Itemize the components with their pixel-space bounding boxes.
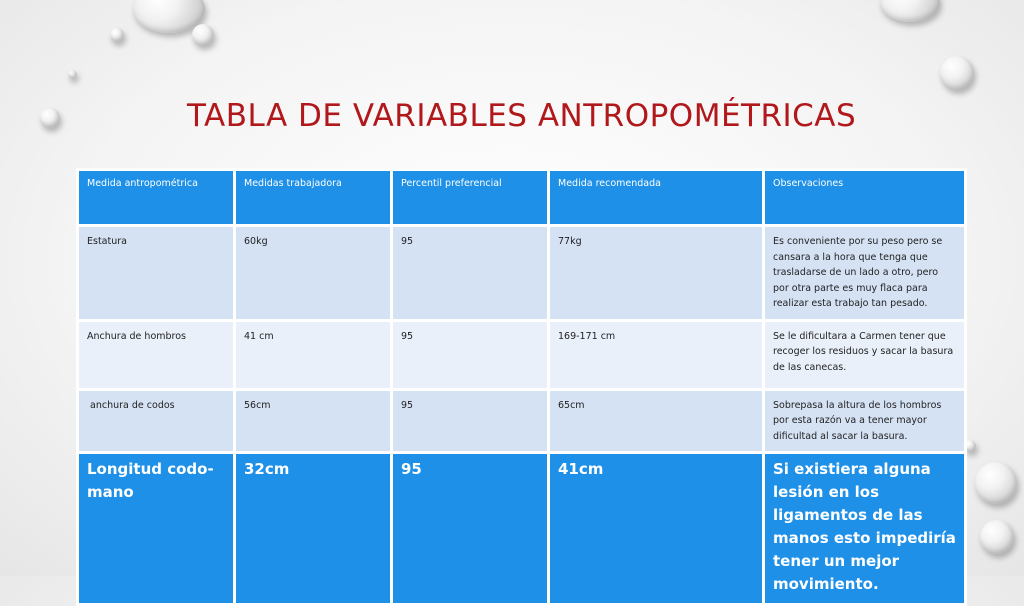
table-cell: 95	[392, 226, 549, 321]
column-header: Medida recomendada	[549, 170, 764, 226]
water-drop-decoration	[980, 520, 1014, 554]
table-cell: 65cm	[549, 389, 764, 453]
table-cell: 95	[392, 389, 549, 453]
column-header: Observaciones	[764, 170, 966, 226]
table-cell: 169-171 cm	[549, 320, 764, 389]
table-cell: Estatura	[78, 226, 235, 321]
table-cell: 95	[392, 453, 549, 605]
table-cell: Sobrepasa la altura de los hombros por esta razón va a tener mayor dificultad al sacar la basura.	[764, 389, 966, 453]
table-cell: 41 cm	[235, 320, 392, 389]
table-header-row	[78, 170, 966, 226]
column-header: Medida antropométrica	[78, 170, 235, 226]
table-cell: 56cm	[235, 389, 392, 453]
table-row-highlighted	[78, 453, 966, 605]
water-drop-decoration	[68, 70, 77, 79]
table-row	[78, 389, 966, 453]
table-cell: 95	[392, 320, 549, 389]
water-drop-decoration	[40, 108, 60, 128]
table-cell: Longitud codo-mano	[78, 453, 235, 605]
table-cell: anchura de codos	[78, 389, 235, 453]
table-cell: 41cm	[549, 453, 764, 605]
anthropometric-table	[76, 168, 967, 606]
table-cell: Se le dificultara a Carmen tener que recoger los residuos y sacar la basura de las canecas.	[764, 320, 966, 389]
table-cell: 77kg	[549, 226, 764, 321]
water-drop-decoration	[192, 24, 214, 46]
water-drop-decoration	[110, 28, 124, 42]
table-cell: 60kg	[235, 226, 392, 321]
table-cell: Es conveniente por su peso pero se cansara a la hora que tenga que trasladarse de un lado a otro, pero por otra parte es muy flaca para realizar esta trabajo tan pesado.	[764, 226, 966, 321]
table-cell: 32cm	[235, 453, 392, 605]
slide-title: TABLA DE VARIABLES ANTROPOMÉTRICAS	[187, 98, 857, 134]
column-header: Medidas trabajadora	[235, 170, 392, 226]
water-drop-decoration	[880, 0, 940, 22]
water-drop-decoration	[940, 56, 974, 90]
column-header: Percentil preferencial	[392, 170, 549, 226]
table-cell: Si existiera alguna lesión en los ligamentos de las manos esto impediría tener un mejor movimiento.	[764, 453, 966, 605]
table-cell: Anchura de hombros	[78, 320, 235, 389]
water-drop-decoration	[975, 462, 1017, 504]
table-row	[78, 226, 966, 321]
table-row	[78, 320, 966, 389]
